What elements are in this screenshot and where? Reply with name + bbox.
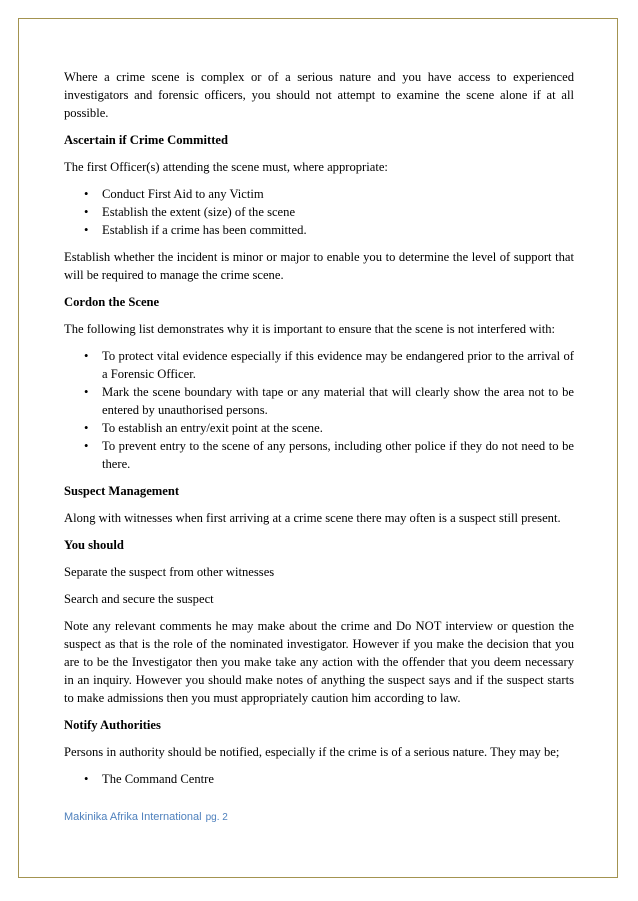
bullet-icon: • bbox=[84, 772, 89, 786]
list-item: • To protect vital evidence especially if this evidence may be endangered prior to the arrival of a Forensic Officer. bbox=[84, 349, 574, 381]
bullet-icon: • bbox=[84, 385, 89, 399]
document-body bbox=[64, 68, 574, 797]
intro-paragraph: Where a crime scene is complex or of a serious nature and you have access to experienced investigators and forensic officers, you should not attempt to examine the scene alone if at all possible. bbox=[64, 70, 574, 120]
suspect-lead: Along with witnesses when first arriving at a crime scene there may often is a suspect still present. bbox=[64, 511, 561, 525]
bullet-icon: • bbox=[84, 421, 89, 435]
list-item: • To prevent entry to the scene of any persons, including other police if they do not need to be there. bbox=[84, 439, 574, 471]
bullet-icon: • bbox=[84, 223, 89, 237]
suspect-p3: Note any relevant comments he may make about the crime and Do NOT interview or question the suspect as that is the role of the nominated investigator. However if you make the decision that you are to be the Investigator then you make take any action with the offender that you deem necessary in an inquiry. However you should make notes of anything the suspect says and if the suspect starts to make admissions then you must appropriately caution him according to law. bbox=[64, 619, 574, 705]
heading-cordon: Cordon the Scene bbox=[64, 295, 160, 309]
bullet-icon: • bbox=[84, 349, 89, 363]
list-item: • Establish if a crime has been committed. bbox=[84, 223, 307, 237]
heading-notify: Notify Authorities bbox=[64, 718, 161, 732]
footer-page-number: pg. 2 bbox=[205, 812, 228, 823]
notify-list bbox=[64, 770, 574, 788]
bullet-icon: • bbox=[84, 439, 89, 453]
cordon-lead: The following list demonstrates why it is important to ensure that the scene is not interfered with: bbox=[64, 322, 556, 336]
list-item: • The Command Centre bbox=[84, 772, 214, 786]
bullet-icon: • bbox=[84, 205, 89, 219]
subheading-you-should: You should bbox=[64, 538, 124, 552]
cordon-list bbox=[64, 347, 574, 473]
footer-org: Makinika Afrika International bbox=[64, 811, 202, 823]
heading-ascertain: Ascertain if Crime Committed bbox=[64, 133, 229, 147]
page-footer bbox=[64, 811, 228, 823]
list-item: • Mark the scene boundary with tape or any material that will clearly show the area not to be entered by unauthorised persons. bbox=[84, 385, 574, 417]
list-item: • Establish the extent (size) of the scene bbox=[84, 205, 296, 219]
ascertain-after: Establish whether the incident is minor or major to enable you to determine the level of support that will be required to manage the crime scene. bbox=[64, 250, 574, 282]
heading-suspect: Suspect Management bbox=[64, 484, 180, 498]
ascertain-list bbox=[64, 185, 574, 239]
suspect-p1: Separate the suspect from other witnesses bbox=[64, 565, 275, 579]
ascertain-lead: The first Officer(s) attending the scene must, where appropriate: bbox=[64, 160, 388, 174]
list-item: • Conduct First Aid to any Victim bbox=[84, 187, 264, 201]
notify-lead: Persons in authority should be notified, especially if the crime is of a serious nature. They may be; bbox=[64, 745, 560, 759]
bullet-icon: • bbox=[84, 187, 89, 201]
list-item: • To establish an entry/exit point at the scene. bbox=[84, 421, 323, 435]
suspect-p2: Search and secure the suspect bbox=[64, 592, 214, 606]
